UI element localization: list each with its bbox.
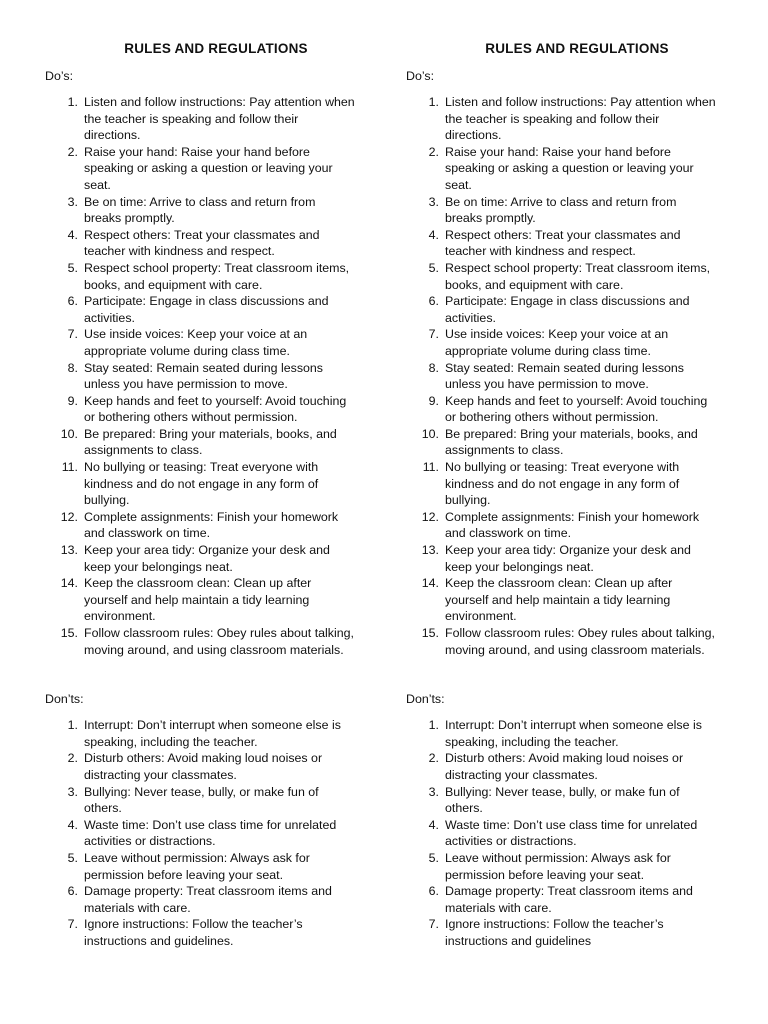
list-item-text: Keep hands and feet to yourself: Avoid touching or bothering others without permission.: [84, 393, 347, 425]
do-item: [406, 459, 736, 509]
list-item-number: 13.: [421, 543, 439, 558]
do-item: [45, 326, 375, 359]
do-item: [45, 293, 375, 326]
list-item-text: Complete assignments: Finish your homework and classwork on time.: [84, 509, 339, 541]
dos-list: [406, 94, 736, 658]
do-item: [406, 94, 736, 144]
list-item-number: 14.: [421, 576, 439, 591]
do-item: [406, 509, 736, 542]
do-item: [45, 625, 375, 658]
do-item: [45, 94, 375, 144]
list-item-number: 4.: [67, 817, 78, 832]
list-item-text: Use inside voices: Keep your voice at an appropriate volume during class time.: [445, 327, 669, 358]
dont-item: [406, 750, 736, 783]
list-item-number: 7.: [67, 327, 78, 342]
list-item-text: Use inside voices: Keep your voice at an appropriate volume during class time.: [84, 327, 308, 358]
do-item: [45, 260, 375, 293]
list-item-text: Be on time: Arrive to class and return from breaks promptly.: [445, 194, 677, 226]
list-item-text: Stay seated: Remain seated during lessons unless you have permission to move.: [445, 360, 685, 392]
list-item-number: 4.: [428, 817, 439, 832]
list-item-text: Damage property: Treat classroom items and materials with care.: [445, 884, 693, 915]
dont-item: [406, 817, 736, 850]
dont-item: [45, 750, 375, 783]
list-item-number: 12.: [421, 509, 439, 524]
list-item-text: Follow classroom rules: Obey rules about talking, moving around, and using classroom materials.: [84, 626, 354, 657]
list-item-text: Bullying: Never tease, bully, or make fun of others.: [84, 784, 319, 816]
list-item-number: 2.: [67, 144, 78, 159]
list-item-text: Listen and follow instructions: Pay attention when the teacher is speaking and follow their directions.: [445, 95, 716, 143]
do-item: [45, 227, 375, 260]
list-item-text: Ignore instructions: Follow the teacher’s instructions and guidelines.: [84, 917, 303, 948]
list-item-text: Disturb others: Avoid making loud noises or distracting your classmates.: [84, 751, 323, 782]
list-item-number: 6.: [67, 884, 78, 899]
list-item-number: 5.: [67, 850, 78, 865]
list-item-text: Be on time: Arrive to class and return from breaks promptly.: [84, 194, 316, 226]
dont-item: [45, 883, 375, 916]
list-item-number: 6.: [67, 294, 78, 309]
do-item: [406, 144, 736, 194]
do-item: [406, 625, 736, 658]
dont-item: [45, 817, 375, 850]
list-item-number: 15.: [60, 626, 78, 640]
list-item-text: No bullying or teasing: Treat everyone with kindness and do not engage in any form of bullying.: [445, 460, 680, 508]
do-item: [45, 360, 375, 393]
list-item-number: 3.: [67, 194, 78, 209]
dont-item: [406, 784, 736, 817]
list-item-text: Respect school property: Treat classroom items, books, and equipment with care.: [445, 260, 711, 292]
do-item: [406, 260, 736, 293]
donts-list: [45, 717, 375, 949]
list-item-text: Keep the classroom clean: Clean up after yourself and help maintain a tidy learning environment.: [445, 576, 673, 624]
do-item: [45, 542, 375, 575]
list-item-text: Keep hands and feet to yourself: Avoid touching or bothering others without permission.: [445, 393, 708, 425]
list-item-text: Be prepared: Bring your materials, books, and assignments to class.: [445, 426, 698, 458]
list-item-number: 5.: [428, 260, 439, 275]
dont-item: [45, 850, 375, 883]
list-item-text: Participate: Engage in class discussions and activities.: [84, 294, 329, 325]
do-item: [45, 393, 375, 426]
list-item-number: 8.: [67, 360, 78, 375]
list-item-number: 7.: [428, 917, 439, 932]
rules-column-left: [45, 38, 375, 950]
list-item-number: 3.: [67, 784, 78, 799]
list-item-text: Disturb others: Avoid making loud noises or distracting your classmates.: [445, 751, 684, 782]
dont-item: [406, 850, 736, 883]
list-item-number: 13.: [60, 543, 78, 558]
list-item-text: Keep your area tidy: Organize your desk and keep your belongings neat.: [84, 543, 330, 574]
list-item-number: 2.: [428, 751, 439, 766]
do-item: [406, 575, 736, 625]
list-item-text: Participate: Engage in class discussions and activities.: [445, 294, 690, 325]
list-item-number: 1.: [428, 718, 439, 733]
list-item-number: 2.: [67, 751, 78, 766]
list-item-number: 9.: [67, 393, 78, 408]
do-item: [406, 542, 736, 575]
list-item-text: Respect others: Treat your classmates and teacher with kindness and respect.: [445, 227, 681, 259]
donts-heading: Don’ts:: [406, 692, 445, 707]
dont-item: [45, 916, 375, 949]
do-item: [45, 144, 375, 194]
do-item: [45, 426, 375, 459]
list-item-text: Waste time: Don’t use class time for unrelated activities or distractions.: [445, 817, 698, 849]
list-item-text: Waste time: Don’t use class time for unrelated activities or distractions.: [84, 817, 337, 849]
list-item-text: Interrupt: Don’t interrupt when someone else is speaking, including the teacher.: [445, 718, 702, 749]
dont-item: [406, 916, 736, 949]
dos-list: [45, 94, 375, 658]
list-item-text: Leave without permission: Always ask for permission before leaving your seat.: [84, 850, 310, 882]
list-item-text: Follow classroom rules: Obey rules about talking, moving around, and using classroom materials.: [445, 626, 715, 657]
list-item-number: 2.: [428, 144, 439, 159]
list-item-number: 1.: [67, 95, 78, 109]
list-item-number: 3.: [428, 194, 439, 209]
list-item-number: 5.: [67, 260, 78, 275]
list-item-number: 11.: [61, 460, 78, 475]
do-item: [45, 459, 375, 509]
dos-heading: Do’s:: [406, 69, 435, 83]
list-item-text: Be prepared: Bring your materials, books, and assignments to class.: [84, 426, 337, 458]
page-title: RULES AND REGULATIONS: [485, 41, 669, 56]
list-item-number: 4.: [428, 227, 439, 242]
do-item: [45, 509, 375, 542]
list-item-number: 12.: [60, 509, 78, 524]
list-item-number: 8.: [428, 360, 439, 375]
list-item-number: 3.: [428, 784, 439, 799]
do-item: [406, 393, 736, 426]
do-item: [406, 293, 736, 326]
list-item-text: Interrupt: Don’t interrupt when someone else is speaking, including the teacher.: [84, 718, 341, 749]
donts-heading: Don’ts:: [45, 692, 84, 707]
list-item-text: Keep your area tidy: Organize your desk and keep your belongings neat.: [445, 543, 691, 574]
list-item-number: 1.: [67, 718, 78, 733]
rules-column-right: [406, 38, 736, 950]
list-item-number: 4.: [67, 227, 78, 242]
do-item: [45, 194, 375, 227]
list-item-text: Complete assignments: Finish your homework and classwork on time.: [445, 509, 700, 541]
list-item-text: Respect school property: Treat classroom items, books, and equipment with care.: [84, 260, 350, 292]
list-item-text: Keep the classroom clean: Clean up after yourself and help maintain a tidy learning environment.: [84, 576, 312, 624]
dont-item: [45, 784, 375, 817]
list-item-text: Listen and follow instructions: Pay attention when the teacher is speaking and follow their directions.: [84, 95, 355, 143]
list-item-text: Raise your hand: Raise your hand before speaking or asking a question or leaving your seat.: [84, 144, 333, 192]
list-item-text: No bullying or teasing: Treat everyone with kindness and do not engage in any form of bullying.: [84, 460, 319, 508]
list-item-text: Damage property: Treat classroom items and materials with care.: [84, 884, 332, 915]
list-item-number: 11.: [422, 460, 439, 475]
list-item-number: 10.: [421, 426, 439, 441]
list-item-number: 1.: [428, 95, 439, 109]
list-item-number: 6.: [428, 884, 439, 899]
dont-item: [406, 883, 736, 916]
list-item-text: Stay seated: Remain seated during lessons unless you have permission to move.: [84, 360, 324, 392]
do-item: [406, 360, 736, 393]
do-item: [406, 426, 736, 459]
list-item-text: Leave without permission: Always ask for permission before leaving your seat.: [445, 850, 671, 882]
page-title: RULES AND REGULATIONS: [124, 41, 308, 56]
list-item-number: 10.: [60, 426, 78, 441]
list-item-text: Raise your hand: Raise your hand before speaking or asking a question or leaving your seat.: [445, 144, 694, 192]
dos-heading: Do’s:: [45, 69, 74, 83]
list-item-number: 6.: [428, 294, 439, 309]
do-item: [45, 575, 375, 625]
list-item-number: 7.: [428, 327, 439, 342]
donts-list: [406, 717, 736, 949]
dont-item: [406, 717, 736, 750]
dont-item: [45, 717, 375, 750]
list-item-number: 15.: [421, 626, 439, 640]
list-item-text: Bullying: Never tease, bully, or make fun of others.: [445, 784, 680, 816]
list-item-text: Respect others: Treat your classmates and teacher with kindness and respect.: [84, 227, 320, 259]
list-item-number: 14.: [60, 576, 78, 591]
list-item-number: 7.: [67, 917, 78, 932]
do-item: [406, 194, 736, 227]
do-item: [406, 227, 736, 260]
list-item-number: 5.: [428, 850, 439, 865]
list-item-number: 9.: [428, 393, 439, 408]
list-item-text: Ignore instructions: Follow the teacher’s instructions and guidelines: [445, 917, 664, 948]
do-item: [406, 326, 736, 359]
